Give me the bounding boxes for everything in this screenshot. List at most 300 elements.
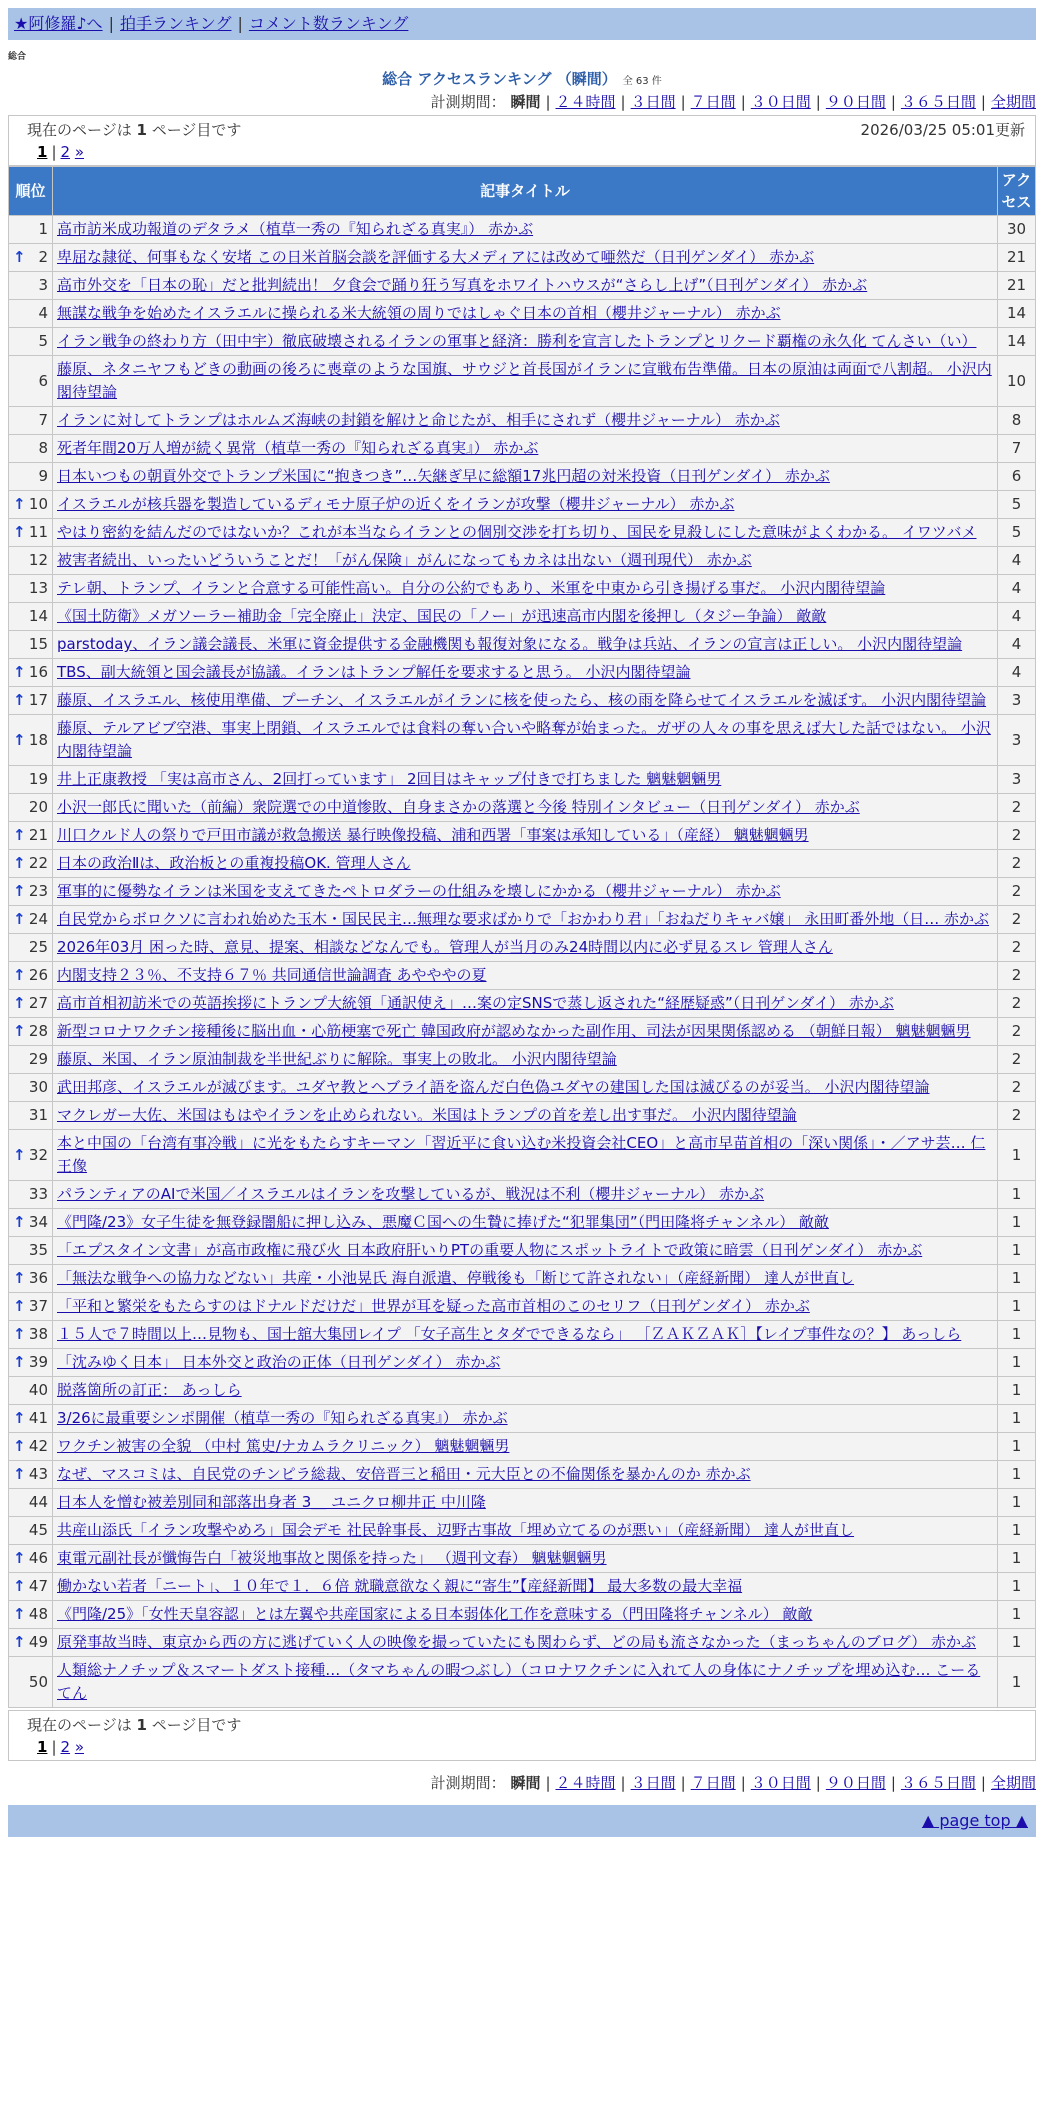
title-cell [53, 687, 998, 715]
period-current: 瞬間 [510, 1774, 541, 1792]
article-title-link[interactable]: 日本の政治Ⅱは、政治板との重複投稿OK. 管理人さん [57, 854, 411, 872]
rank-cell [9, 1321, 53, 1349]
status-row [27, 119, 1025, 141]
rank-up-arrow-icon: ↑ [13, 1213, 26, 1231]
table-row [9, 1433, 1036, 1461]
period-link-7d[interactable]: ７日間 [690, 1774, 736, 1792]
title-cell [53, 850, 998, 878]
rank-number: 16 [28, 663, 48, 681]
title-cell [53, 990, 998, 1018]
updated-timestamp: 2026/03/25 05:01更新 [860, 121, 1025, 139]
title-cell [53, 244, 998, 272]
article-title-link[interactable]: ワクチン被害の全貌 （中村 篤史/ナカムラクリニック） 魑魅魍魎男 [57, 1437, 510, 1455]
rank-number: 44 [28, 1493, 48, 1511]
rank-cell [9, 407, 53, 435]
table-row [9, 1102, 1036, 1130]
access-count: 1 [998, 1237, 1036, 1265]
rank-number: 31 [28, 1106, 48, 1124]
access-count: 4 [998, 631, 1036, 659]
article-title-link[interactable]: 新型コロナワクチン接種後に脳出血・心筋梗塞で死亡 韓国政府が認めなかった副作用、司法が因果関係認める （朝鮮日報） 魑魅魍魎男 [57, 1022, 971, 1040]
rank-cell [9, 794, 53, 822]
rank-cell [9, 766, 53, 794]
status-suffix: ページ目です [146, 121, 242, 139]
period-link-all[interactable]: 全期間 [990, 1774, 1036, 1792]
rank-cell [9, 1601, 53, 1629]
article-title-link[interactable]: 3/26に最重要シンポ開催（植草一秀の『知られざる真実』） 赤かぶ [57, 1409, 508, 1427]
rank-cell [9, 1349, 53, 1377]
period-separator: | [680, 93, 686, 111]
article-title-link[interactable]: 無謀な戦争を始めたイスラエルに操られる米大統領の周りではしゃぐ日本の首相（櫻井ジャーナル） 赤かぶ [57, 304, 781, 322]
access-count: 5 [998, 491, 1036, 519]
article-title-link[interactable]: 「無法な戦争への協力などない」共産・小池晃氏 海自派遣、停戦後も「断じて許されない」（産経新聞） 達人が世直し [57, 1269, 855, 1287]
rank-cell [9, 1237, 53, 1265]
title-cell [53, 1601, 998, 1629]
pager-next-arrow[interactable]: » [74, 143, 85, 161]
rank-up-arrow-icon: ↑ [13, 1145, 26, 1164]
article-title-link[interactable]: 日本いつもの朝貢外交でトランプ米国に“抱きつき”…矢継ぎ早に総額17兆円超の対米投資（日刊ゲンダイ） 赤かぶ [57, 467, 830, 485]
article-title-link[interactable]: やはり密約を結んだのではないか？これが本当ならイランとの個別交渉を打ち切り、国民を見殺しにした意味がよくわかる。 イワツバメ [57, 523, 977, 541]
rank-number: 8 [38, 439, 48, 457]
table-row [9, 822, 1036, 850]
title-cell [53, 300, 998, 328]
title-cell [53, 1321, 998, 1349]
table-row [9, 1545, 1036, 1573]
title-cell [53, 1377, 998, 1405]
article-title-link[interactable]: 藤原、テルアビブ空港、事実上閉鎖、イスラエルでは食料の奪い合いや略奪が始まった。ガザの人々の事を思えば大した話ではない。 小沢内閣待望論 [57, 719, 991, 760]
title-cell [53, 962, 998, 990]
title-cell [53, 1517, 998, 1545]
access-count: 5 [998, 519, 1036, 547]
rank-cell [9, 300, 53, 328]
access-count: 1 [998, 1377, 1036, 1405]
table-row [9, 356, 1036, 407]
rank-up-arrow-icon: ↑ [13, 1577, 26, 1595]
article-title-link[interactable]: 《門隆/25》「女性天皇容認」とは左翼や共産国家による日本弱体化工作を意味する（門田隆将チャンネル） 敵敵 [57, 1605, 813, 1623]
rank-cell [9, 1573, 53, 1601]
table-row [9, 1321, 1036, 1349]
rank-number: 43 [28, 1465, 48, 1483]
access-count: 3 [998, 687, 1036, 715]
article-title-link[interactable]: 武田邦彦、イスラエルが滅びます。ユダヤ教とヘブライ語を盗んだ白色偽ユダヤの建国した国は滅びるのが妥当。 小沢内閣待望論 [57, 1078, 930, 1096]
rank-cell [9, 463, 53, 491]
rank-cell [9, 906, 53, 934]
article-title-link[interactable]: 「沈みゆく日本」 日本外交と政治の正体（日刊ゲンダイ） 赤かぶ [57, 1353, 501, 1371]
article-title-link[interactable]: 被害者続出、いったいどういうことだ！「がん保険」がんになってもカネは出ない（週刊現代） 赤かぶ [57, 551, 752, 569]
table-row [9, 463, 1036, 491]
rank-cell [9, 878, 53, 906]
title-cell [53, 878, 998, 906]
rank-number: 49 [28, 1633, 48, 1651]
period-separator: | [980, 93, 986, 111]
article-title-link[interactable]: 高市外交を「日本の恥」だと批判続出！ 夕食会で踊り狂う写真をホワイトハウスが“さらし上げ”（日刊ゲンダイ） 赤かぶ [57, 276, 868, 294]
article-title-link[interactable]: 内閣支持２３％、不支持６７％ 共同通信世論調査 あやややの夏 [57, 966, 487, 984]
rank-cell [9, 990, 53, 1018]
header-access: アクセス [998, 167, 1036, 216]
access-count: 4 [998, 547, 1036, 575]
rank-up-arrow-icon: ↑ [13, 663, 26, 681]
article-title-link[interactable]: テレ朝、トランプ、イランと合意する可能性高い。自分の公約でもあり、米軍を中東から引き揚げる事だ。 小沢内閣待望論 [57, 579, 886, 597]
access-count: 1 [998, 1517, 1036, 1545]
pager-current-page: 1 [37, 1738, 48, 1756]
period-separator: | [740, 1774, 746, 1792]
title-cell [53, 1074, 998, 1102]
table-row [9, 878, 1036, 906]
access-count: 2 [998, 822, 1036, 850]
access-count: 1 [998, 1265, 1036, 1293]
period-selector-top [8, 91, 1036, 113]
rank-cell [9, 1046, 53, 1074]
table-row [9, 794, 1036, 822]
rank-number: 33 [28, 1185, 48, 1203]
rank-cell [9, 715, 53, 766]
table-row [9, 300, 1036, 328]
rank-cell [9, 1074, 53, 1102]
rank-up-arrow-icon: ↑ [13, 1353, 26, 1371]
title-cell [53, 794, 998, 822]
access-count: 4 [998, 603, 1036, 631]
article-title-link[interactable]: 井上正康教授 「実は高市さん、2回打っています」 2回目はキャップ付きで打ちました 魑魅魍魎男 [57, 770, 722, 788]
access-count: 8 [998, 407, 1036, 435]
article-title-link[interactable]: 人類総ナノチップ＆スマートダスト接種…（タマちゃんの暇つぶし）（コロナワクチンに入れて人の身体にナノチップを埋め込む… こーるてん [57, 1661, 981, 1702]
rank-number: 3 [38, 276, 48, 294]
article-title-link[interactable]: １５人で７時間以上…見物も、国士舘大集団レイプ 「女子高生とタダでできるなら」 ［ＺＡＫＺＡＫ］【レイプ事件なの？】 あっしら [57, 1325, 962, 1343]
rank-number: 4 [38, 304, 48, 322]
current-page-text [27, 119, 241, 141]
access-count: 2 [998, 1018, 1036, 1046]
rank-number: 15 [28, 635, 48, 653]
rank-up-arrow-icon: ↑ [13, 1549, 26, 1567]
title-cell [53, 1265, 998, 1293]
rank-up-arrow-icon: ↑ [13, 994, 26, 1012]
title-cell [53, 1349, 998, 1377]
access-count: 1 [998, 1489, 1036, 1517]
rank-number: 13 [28, 579, 48, 597]
title-cell [53, 547, 998, 575]
article-title-link[interactable]: 自民党からボロクソに言われ始めた玉木・国民民主…無理な要求ばかりで「おかわり君」「おねだりキャバ嬢」 永田町番外地（日… 赤かぶ [57, 910, 990, 928]
article-title-link[interactable]: マクレガー大佐、米国はもはやイランを止められない。米国はトランプの首を差し出す事だ。 小沢内閣待望論 [57, 1106, 797, 1124]
rank-cell [9, 1209, 53, 1237]
article-title-link[interactable]: 川口クルド人の祭りで戸田市議が救急搬送 暴行映像投稿、浦和西署「事案は承知している」（産経） 魑魅魍魎男 [57, 826, 809, 844]
rank-cell [9, 1545, 53, 1573]
article-title-link[interactable]: 藤原、米国、イラン原油制裁を半世紀ぶりに解除。事実上の敗北。 小沢内閣待望論 [57, 1050, 617, 1068]
rank-cell [9, 519, 53, 547]
table-row [9, 1405, 1036, 1433]
article-title-link[interactable]: パランティアのAIで米国／イスラエルはイランを攻撃しているが、戦況は不利（櫻井ジャーナル） 赤かぶ [57, 1185, 765, 1203]
page-title: 総合 アクセスランキング （瞬間） [382, 70, 617, 88]
rank-number: 12 [28, 551, 48, 569]
article-title-link[interactable]: イスラエルが核兵器を製造しているディモナ原子炉の近くをイランが攻撃（櫻井ジャーナル） 赤かぶ [57, 495, 735, 513]
rank-number: 7 [38, 411, 48, 429]
rank-cell [9, 1433, 53, 1461]
article-title-link[interactable]: イランに対してトランプはホルムズ海峡の封鎖を解けと命じたが、相手にされず（櫻井ジャーナル） 赤かぶ [57, 411, 780, 429]
title-cell [53, 1209, 998, 1237]
title-cell [53, 519, 998, 547]
rank-cell [9, 1461, 53, 1489]
rank-number: 24 [28, 910, 48, 928]
access-count: 21 [998, 272, 1036, 300]
status-box-top [8, 115, 1036, 166]
rank-cell [9, 1629, 53, 1657]
article-title-link[interactable]: なぜ、マスコミは、自民党のチンピラ総裁、安倍晋三と稲田・元大臣との不倫関係を暴かんのか 赤かぶ [57, 1465, 751, 1483]
title-cell [53, 272, 998, 300]
title-cell [53, 491, 998, 519]
article-title-link[interactable]: 高市訪米成功報道のデタラメ（植草一秀の『知られざる真実』） 赤かぶ [57, 220, 534, 238]
period-separator: | [890, 93, 896, 111]
rank-up-arrow-icon: ↑ [13, 1605, 26, 1623]
rank-number: 48 [28, 1605, 48, 1623]
rank-cell [9, 1517, 53, 1545]
rank-number: 37 [28, 1297, 48, 1315]
rank-number: 9 [38, 467, 48, 485]
title-cell [53, 766, 998, 794]
period-link-365d[interactable]: ３６５日間 [900, 93, 976, 111]
period-link-90d[interactable]: ９０日間 [825, 1774, 886, 1792]
nav-link-comment-ranking[interactable]: コメント数ランキング [248, 14, 409, 33]
period-link-3d[interactable]: ３日間 [630, 1774, 676, 1792]
access-count: 1 [998, 1545, 1036, 1573]
article-title-link[interactable]: 藤原、イスラエル、核使用準備、プーチン、イスラエルがイランに核を使ったら、核の雨を降らせてイスラエルを滅ぼす。 小沢内閣待望論 [57, 691, 987, 709]
rank-number: 39 [28, 1353, 48, 1371]
period-link-7d[interactable]: ７日間 [690, 93, 736, 111]
rank-number: 40 [28, 1381, 48, 1399]
table-row [9, 216, 1036, 244]
nav-link-clap-ranking[interactable]: 拍手ランキング [119, 14, 232, 33]
rank-cell [9, 356, 53, 407]
article-title-link[interactable]: 「エプスタイン文書」が高市政権に飛び火 日本政府肝いりPTの重要人物にスポットライトで政策に暗雲（日刊ゲンダイ） 赤かぶ [57, 1241, 923, 1259]
table-row [9, 1237, 1036, 1265]
header-rank: 順位 [9, 167, 53, 216]
table-row [9, 1046, 1036, 1074]
article-title-link[interactable]: 卑屈な隷従、何事もなく安堵 この日米首脳会談を評価する大メディアには改めて唖然だ（日刊ゲンダイ） 赤かぶ [57, 248, 815, 266]
access-count: 2 [998, 850, 1036, 878]
table-row [9, 1130, 1036, 1181]
title-cell [53, 715, 998, 766]
rank-cell [9, 1130, 53, 1181]
article-title-link[interactable]: 脱落箇所の訂正： あっしら [57, 1381, 242, 1399]
rank-cell [9, 1405, 53, 1433]
access-count: 2 [998, 1074, 1036, 1102]
status-prefix: 現在のページは [27, 121, 137, 139]
article-title-link[interactable]: 本と中国の「台湾有事冷戦」に光をもたらすキーマン「習近平に食い込む米投資会社CEO」と高市早苗首相の「深い関係」・／アサ芸… 仁王像 [57, 1134, 986, 1175]
period-link-all[interactable]: 全期間 [990, 93, 1036, 111]
access-count: 2 [998, 878, 1036, 906]
title-cell [53, 575, 998, 603]
rank-up-arrow-icon: ↑ [13, 1409, 26, 1427]
title-cell [53, 603, 998, 631]
table-row [9, 715, 1036, 766]
rank-number: 32 [28, 1145, 48, 1164]
ranking-table-body [9, 216, 1036, 1708]
rank-cell [9, 216, 53, 244]
rank-up-arrow-icon: ↑ [13, 248, 26, 266]
nav-link-asyura[interactable]: ★阿修羅♪へ [14, 14, 103, 33]
rank-number: 22 [28, 854, 48, 872]
title-cell [53, 435, 998, 463]
rank-up-arrow-icon: ↑ [13, 854, 26, 872]
article-title-link[interactable]: 《門隆/23》女子生徒を無登録闇船に押し込み、悪魔Ｃ国への生贄に捧げた“犯罪集団”（門田隆将チャンネル） 敵敵 [57, 1213, 829, 1231]
rank-number: 14 [28, 607, 48, 625]
rank-up-arrow-icon: ↑ [13, 1437, 26, 1455]
rank-number: 30 [28, 1078, 48, 1096]
rank-cell [9, 491, 53, 519]
title-cell [53, 1489, 998, 1517]
title-cell [53, 934, 998, 962]
rank-number: 11 [28, 523, 48, 541]
pager-page-2[interactable]: 2 [60, 143, 71, 161]
access-count: 6 [998, 463, 1036, 491]
rank-cell [9, 1377, 53, 1405]
table-row [9, 659, 1036, 687]
article-title-link[interactable]: 日本人を憎む被差別同和部落出身者 3＿ ユニクロ柳井正 中川隆 [57, 1493, 486, 1511]
access-count: 4 [998, 659, 1036, 687]
status-suffix: ページ目です [146, 1716, 242, 1734]
rank-cell [9, 822, 53, 850]
period-link-90d[interactable]: ９０日間 [825, 93, 886, 111]
article-title-link[interactable]: 共産山添氏「イラン攻撃やめろ」国会デモ 社民幹事長、辺野古事故「埋め立てるのが悪い」（産経新聞） 達人が世直し [57, 1521, 855, 1539]
access-count: 14 [998, 300, 1036, 328]
status-box-bottom [8, 1710, 1036, 1761]
table-row [9, 687, 1036, 715]
access-count: 2 [998, 1046, 1036, 1074]
rank-cell [9, 1293, 53, 1321]
article-title-link[interactable]: 「平和と繁栄をもたらすのはドナルドだけだ」世界が耳を疑った高市首相のこのセリフ（日刊ゲンダイ） 赤かぶ [57, 1297, 810, 1315]
article-title-link[interactable]: 2026年03月 困った時、意見、提案、相談などなんでも。管理人が当月のみ24時間以内に必ず見るスレ 管理人さん [57, 938, 833, 956]
access-count: 2 [998, 990, 1036, 1018]
title-cell [53, 356, 998, 407]
rank-cell [9, 328, 53, 356]
rank-up-arrow-icon: ↑ [13, 910, 26, 928]
article-title-link[interactable]: 働かない若者「ニート」、１０年で１．６倍 就職意欲なく親に“寄生”【産経新聞】 最大多数の最大幸福 [57, 1577, 743, 1595]
title-cell [53, 1657, 998, 1708]
article-title-link[interactable]: 東電元副社長が懺悔告白「被災地事故と関係を持った」 （週刊文春） 魑魅魍魎男 [57, 1549, 607, 1567]
rank-up-arrow-icon: ↑ [13, 966, 26, 984]
period-link-24h[interactable]: ２４時間 [555, 93, 616, 111]
period-link-365d[interactable]: ３６５日間 [900, 1774, 976, 1792]
table-row [9, 631, 1036, 659]
rank-number: 45 [28, 1521, 48, 1539]
pager-page-2[interactable]: 2 [60, 1738, 71, 1756]
title-cell [53, 328, 998, 356]
rank-number: 21 [28, 826, 48, 844]
rank-number: 6 [38, 371, 48, 390]
title-cell [53, 1461, 998, 1489]
period-selector-bottom [8, 1771, 1036, 1795]
access-count: 21 [998, 244, 1036, 272]
article-title-link[interactable]: 原発事故当時、東京から西の方に逃げていく人の映像を撮っていたにも関わらず、どの局も流さなかった（まっちゃんのブログ） 赤かぶ [57, 1633, 977, 1651]
page-title-row [8, 68, 1036, 89]
table-row [9, 575, 1036, 603]
period-separator: | [815, 93, 821, 111]
period-link-24h[interactable]: ２４時間 [555, 1774, 616, 1792]
rank-cell [9, 687, 53, 715]
rank-number: 25 [28, 938, 48, 956]
rank-number: 38 [28, 1325, 48, 1343]
access-count: 7 [998, 435, 1036, 463]
rank-up-arrow-icon: ↑ [13, 1325, 26, 1343]
period-link-30d[interactable]: ３０日間 [750, 1774, 811, 1792]
pager-separator: | [51, 143, 57, 161]
table-row [9, 1181, 1036, 1209]
rank-cell [9, 1102, 53, 1130]
rank-number: 17 [28, 691, 48, 709]
current-page-text-bottom [27, 1714, 241, 1736]
table-row [9, 435, 1036, 463]
title-cell [53, 822, 998, 850]
rank-up-arrow-icon: ↑ [13, 1297, 26, 1315]
access-count: 1 [998, 1405, 1036, 1433]
article-title-link[interactable]: 小沢一郎氏に聞いた（前編）衆院選での中道惨敗、自身まさかの落選と今後 特別インタビュー（日刊ゲンダイ） 赤かぶ [57, 798, 860, 816]
table-row [9, 850, 1036, 878]
access-count: 10 [998, 356, 1036, 407]
rank-cell [9, 631, 53, 659]
rank-up-arrow-icon: ↑ [13, 882, 26, 900]
table-row [9, 1074, 1036, 1102]
table-row [9, 603, 1036, 631]
table-row [9, 244, 1036, 272]
access-count: 1 [998, 1130, 1036, 1181]
title-cell [53, 407, 998, 435]
title-cell [53, 631, 998, 659]
table-row [9, 1517, 1036, 1545]
table-header-row [9, 167, 1036, 216]
access-count: 1 [998, 1601, 1036, 1629]
pager-next-arrow[interactable]: » [74, 1738, 85, 1756]
table-row [9, 1657, 1036, 1708]
period-separator: | [680, 1774, 686, 1792]
nav-separator: | [237, 14, 243, 33]
rank-number: 41 [28, 1409, 48, 1427]
section-label: 総合 [8, 52, 27, 62]
rank-number: 35 [28, 1241, 48, 1259]
rank-number: 34 [28, 1213, 48, 1231]
status-row-bottom [27, 1714, 1025, 1736]
article-title-link[interactable]: 死者年間20万人増が続く異常（植草一秀の『知られざる真実』） 赤かぶ [57, 439, 539, 457]
rank-cell [9, 1489, 53, 1517]
period-link-30d[interactable]: ３０日間 [750, 93, 811, 111]
rank-number: 23 [28, 882, 48, 900]
title-cell [53, 1293, 998, 1321]
pager-separator: | [51, 1738, 57, 1756]
access-count: 3 [998, 766, 1036, 794]
table-row [9, 1573, 1036, 1601]
rank-number: 50 [28, 1672, 48, 1691]
article-title-link[interactable]: イラン戦争の終わり方（田中宇）徹底破壊されるイランの軍事と経済：勝利を宣言したトランプとリクード覇権の永久化 てんさい（い） [57, 332, 977, 350]
article-title-link[interactable]: 《国土防衛》メガソーラー補助金「完全廃止」決定、国民の「ノー」が迅速高市内閣を後押し（タジー争論） 敵敵 [57, 607, 827, 625]
article-title-link[interactable]: parstoday、イラン議会議長、米軍に資金提供する金融機関も報復対象になる。戦争は兵站、イランの宣言は正しい。 小沢内閣待望論 [57, 635, 963, 653]
access-count: 1 [998, 1629, 1036, 1657]
pager-current-page: 1 [37, 143, 48, 161]
period-link-3d[interactable]: ３日間 [630, 93, 676, 111]
access-count: 1 [998, 1573, 1036, 1601]
access-count: 1 [998, 1461, 1036, 1489]
table-row [9, 328, 1036, 356]
article-title-link[interactable]: TBS、副大統領と国会議長が協議。イランはトランプ解任を要求すると思う。 小沢内閣待望論 [57, 663, 691, 681]
rank-cell [9, 1657, 53, 1708]
rank-up-arrow-icon: ↑ [13, 1465, 26, 1483]
access-count: 3 [998, 715, 1036, 766]
rank-number: 36 [28, 1269, 48, 1287]
access-count: 2 [998, 934, 1036, 962]
article-title-link[interactable]: 軍事的に優勢なイランは米国を支えてきたペトロダラーの仕組みを壊しにかかる（櫻井ジャーナル） 赤かぶ [57, 882, 781, 900]
period-separator: | [545, 1774, 551, 1792]
article-title-link[interactable]: 藤原、ネタニヤフもどきの動画の後ろに喪章のような国旗、サウジと首長国がイランに宣戦布告準備。日本の原油は両面で八割超。 小沢内閣待望論 [57, 360, 992, 401]
period-separator: | [740, 93, 746, 111]
rank-number: 29 [28, 1050, 48, 1068]
page-top-link[interactable]: ▲ page top ▲ [921, 1811, 1028, 1830]
rank-number: 46 [28, 1549, 48, 1567]
article-title-link[interactable]: 高市首相初訪米での英語挨拶にトランプ大統領「通訳使え」…案の定SNSで蒸し返された“経歴疑惑”（日刊ゲンダイ） 赤かぶ [57, 994, 894, 1012]
rank-cell [9, 603, 53, 631]
